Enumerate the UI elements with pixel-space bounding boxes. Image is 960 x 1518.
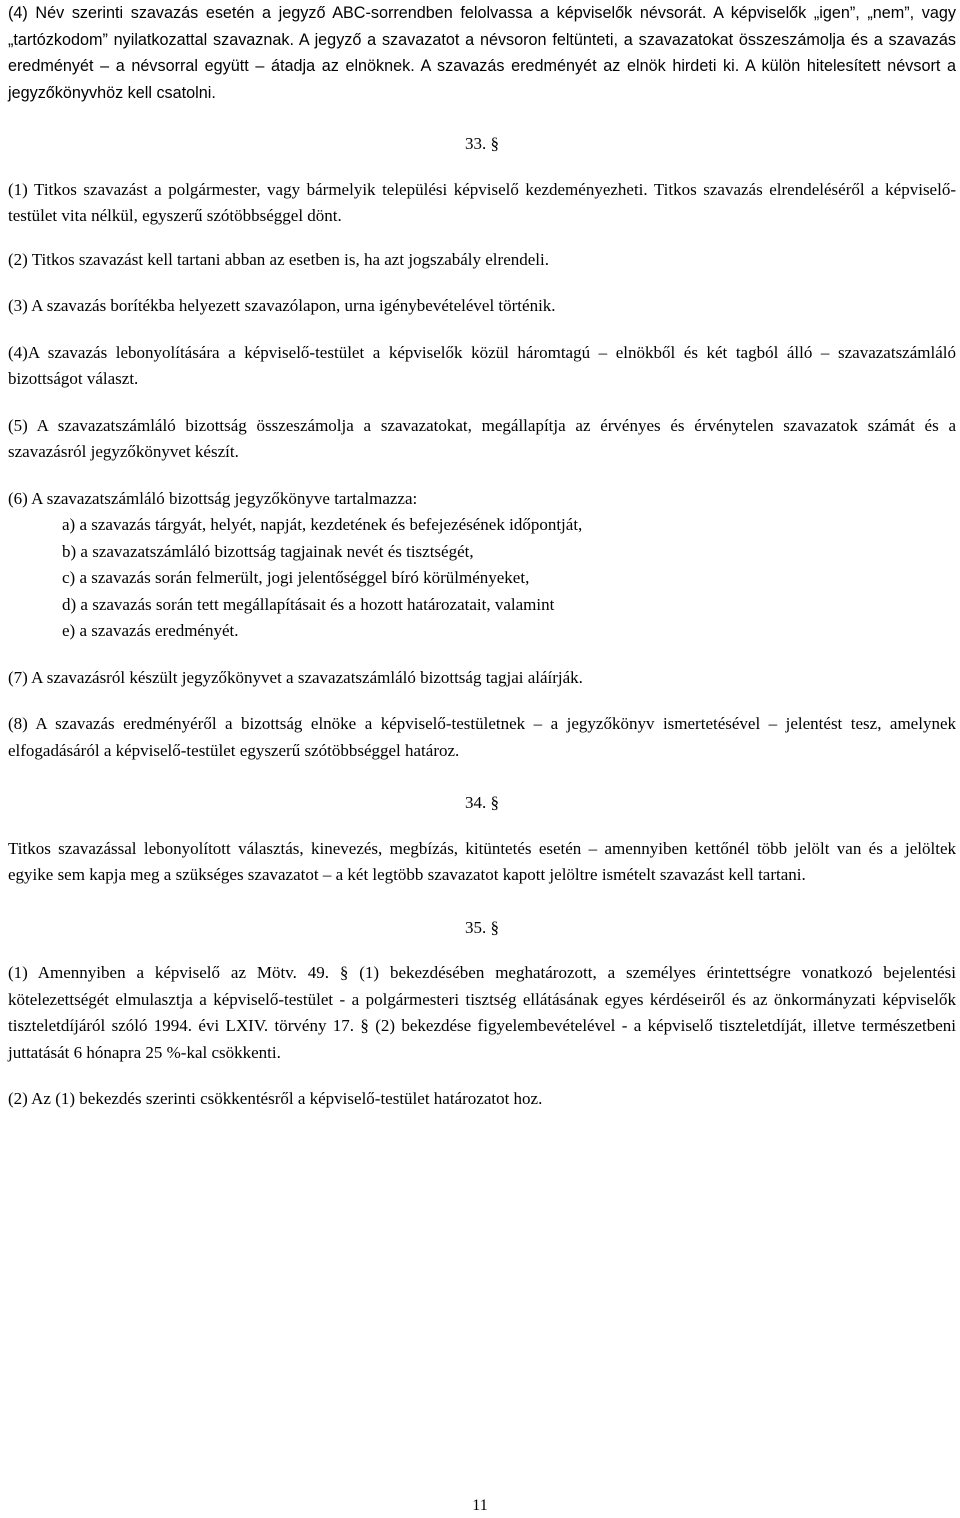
list-item: b) a szavazatszámláló bizottság tagjainak nevét és tisztségét,	[62, 541, 474, 561]
section-33-paragraph-8: (8) A szavazás eredményéről a bizottság elnöke a képviselő-testületnek – a jegyzőkönyv ismertetésével – jelentést tesz, amelynek elfogadásáról a képviselő-testület egyszerű szótöbbséggel határoz.	[8, 714, 956, 760]
list-item: e) a szavazás eredményét.	[62, 621, 239, 640]
section-33-paragraph-5: (5) A szavazatszámláló bizottság összeszámolja a szavazatokat, megállapítja az érvényes és érvénytelen szavazatok számát és a szavazásról jegyzőkönyvet készít.	[8, 415, 956, 461]
section-33-paragraph-7: (7) A szavazásról készült jegyzőkönyvet a szavazatszámláló bizottság tagjai aláírják.	[8, 667, 583, 687]
section-33-paragraph-4: (4)A szavazás lebonyolítására a képviselő-testület a képviselők közül háromtagú – elnökből és két tagból álló – szavazatszámláló bizottságot választ.	[8, 342, 956, 388]
section-34-paragraph-1: Titkos szavazással lebonyolított választás, kinevezés, megbízás, kitüntetés esetén – amennyiben kettőnél több jelölt van és a jelöltek egyike sem kapja meg a szükséges szavazatot – a két legtöbb szavazatot kapott jelöltre ismételt szavazást kell tartani.	[8, 838, 956, 884]
section-33-paragraph-6-intro: (6) A szavazatszámláló bizottság jegyzőkönyve tartalmazza:	[8, 488, 418, 508]
section-heading-34: 34. §	[465, 793, 499, 812]
section-heading-33: 33. §	[465, 134, 499, 153]
section-35-paragraph-2: (2) Az (1) bekezdés szerinti csökkentésről a képviselő-testület határozatot hoz.	[8, 1089, 543, 1108]
list-item: a) a szavazás tárgyát, helyét, napját, kezdetének és befejezésének időpontját,	[62, 515, 583, 534]
section-33-paragraph-1: (1) Titkos szavazást a polgármester, vagy bármelyik települési képviselő kezdeményezheti. Titkos szavazás elrendeléséről a képviselő-testület vita nélkül, egyszerű szótöbbséggel dönt.	[8, 179, 956, 225]
page-number: 11	[472, 1497, 488, 1514]
section-33-paragraph-6-list	[8, 512, 956, 645]
list-item: d) a szavazás során tett megállapításait és a hozott határozatait, valamint	[62, 594, 555, 614]
document-page	[8, 0, 956, 1113]
section-33-paragraph-3: (3) A szavazás borítékba helyezett szavazólapon, urna igénybevételével történik.	[8, 296, 556, 315]
section-35-paragraph-1: (1) Amennyiben a képviselő az Mötv. 49. § (1) bekezdésében meghatározott, a személyes érintettségre vonatkozó bejelentési kötelezettségét elmulasztja a képviselő-testület - a polgármesteri tisztség ellátásának egyes kérdéseiről és az önkormányzati képviselők tiszteletdíjáról szóló 1994. évi LXIV. törvény 17. § (2) bekezdése figyelembevételével - a képviselő tiszteletdíját, illetve természetbeni juttatását 6 hónapra 25 %-kal csökkenti.	[8, 963, 956, 1062]
list-item: c) a szavazás során felmerült, jogi jelentőséggel bíró körülményeket,	[62, 568, 530, 587]
section-heading-35: 35. §	[465, 917, 499, 937]
paragraph-4-nev-szerinti-szavazas: (4) Név szerinti szavazás esetén a jegyző ABC-sorrendben felolvassa a képviselők névsorát. A képviselők „igen”, „nem”, vagy „tartózkodom” nyilatkozattal szavaznak. A jegyző a szavazatot a névsoron feltünteti, a szavazatokat összeszámolja és a szavazás eredményét – a névsorral együtt – átadja az elnöknek. A szavazás eredményét az elnök hirdeti ki. A külön hitelesített névsort a jegyzőkönyvhöz kell csatolni.	[8, 4, 956, 102]
section-33-paragraph-2: (2) Titkos szavazást kell tartani abban az esetben is, ha azt jogszabály elrendeli.	[8, 249, 549, 269]
